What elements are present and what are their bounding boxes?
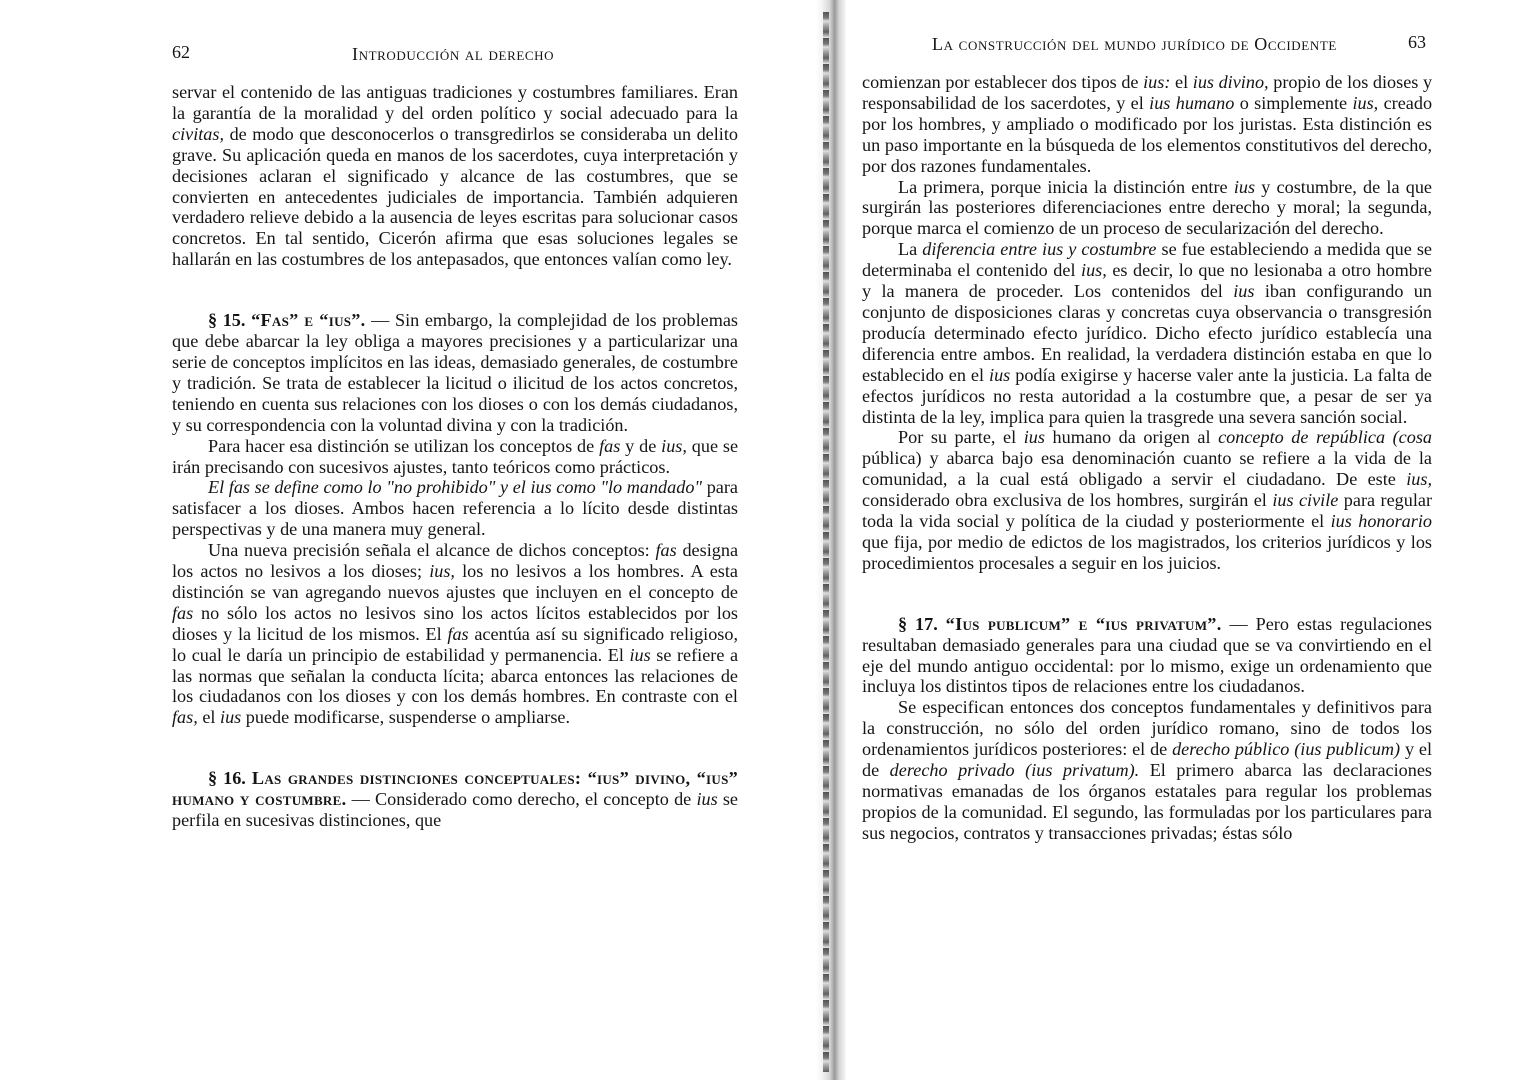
right-page-body	[862, 72, 1432, 844]
page-number: 62	[172, 42, 190, 62]
paragraph: La diferencia entre ius y costumbre se fue estableciendo a medida que se determinaba el contenido del ius, es decir, lo que no lesionaba a otro hombre y la manera de proceder. Los contenidos del ius iban configurando un conjunto de disposiciones claras y concretas cuya observancia o transgresión producía determinado efecto jurídico. Dicho efecto jurídico establecía una diferencia entre ambos. En realidad, la verdadera distinción estaba en que lo establecido en el ius podía exigirse y hacerse valer ante la justicia. La falta de efectos jurídicos no resta autoridad a la costumbre que, a pesar de ser ya distinta de la ley, implica para quien la trasgrede una severa sanción social.	[862, 239, 1433, 427]
section-16: § 16. Las grandes distinciones conceptuales: “ius” divino, “ius” humano y costumbre. — Considerado como derecho, el concepto de ius se perfila en sucesivas distinciones, que	[172, 768, 739, 831]
section-number: § 17.	[898, 613, 938, 634]
section-title: “Fas” e “ius”.	[251, 310, 366, 331]
paragraph: Por su parte, el ius humano da origen al concepto de república (cosa pública) y abarca bajo esa denominación cuanto se refiere a la vida de la comunidad, a la cual está obligado a servir el ciudadano. De este ius, considerado obra exclusiva de los hombres, surgirán el ius civile para regular toda la vida social y política de la ciudad y posteriormente el ius honorario que fija, por medio de edictos de los magistrados, los criterios jurídicos y los procedimientos procesales a seguir en los juicios.	[862, 427, 1433, 573]
paragraph: La primera, porque inicia la distinción entre ius y costumbre, de la que surgirán las posteriores diferenciaciones entre derecho y moral; la segunda, porque marca el comienzo de un proceso de secularización del derecho.	[862, 176, 1433, 239]
running-head: La construcción del mundo jurídico de Occidente	[932, 34, 1337, 54]
left-page-body	[172, 82, 738, 831]
section-title: “Ius publicum” e “ius privatum”.	[945, 613, 1222, 634]
section-15: § 15. “Fas” e “ius”. — Sin embargo, la complejidad de los problemas que debe abarcar la ley obliga a mayores precisiones y a particularizar una serie de conceptos implícitos en las ideas, demasiado generales, de costumbre y tradición. Se trata de establecer la licitud o ilicitud de los actos concretos, teniendo en cuenta sus relaciones con los dioses o con los demás ciudadanos, y su correspondencia con la voluntad divina y con la tradición.	[172, 310, 738, 435]
section-number: § 16.	[208, 768, 246, 789]
paragraph: comienzan por establecer dos tipos de ius: el ius divino, propio de los dioses y responsabilidad de los sacerdotes, y el ius humano o simplemente ius, creado por los hombres, y ampliado o modificado por los juristas. Esta distinción es un paso importante en la búsqueda de los elementos constitutivos del derecho, por dos razones fundamentales.	[862, 72, 1433, 176]
section-17: § 17. “Ius publicum” e “ius privatum”. — Pero estas regulaciones resultaban demasiado generales para una ciudad que se va convirtiendo en el eje del mundo antiguo occidental: por lo mismo, exige un ordenamiento que incluya los distintos tipos de relaciones entre los ciudadanos.	[862, 613, 1433, 697]
page-number: 63	[1408, 32, 1426, 52]
section-number: § 15.	[208, 310, 246, 331]
running-head: Introducción al derecho	[352, 44, 555, 64]
paragraph: El fas se define como lo "no prohibido" y el ius como "lo mandado" para satisfacer a los dioses. Ambos hacen referencia a lo lícito desde distintas perspectivas y de una manera muy general.	[172, 477, 738, 540]
paragraph: Se especifican entonces dos conceptos fundamentales y definitivos para la construcción, no sólo del orden jurídico romano, sino de todos los ordenamientos jurídicos posteriores: el de derecho público (ius publicum) y el de derecho privado (ius privatum). El primero abarca las declaraciones normativas emanadas de los órganos estatales para regular los problemas propios de la comunidad. El segundo, las formuladas por los particulares para sus negocios, contratos y transacciones privadas; éstas sólo	[862, 697, 1432, 843]
paragraph: Una nueva precisión señala el alcance de dichos conceptos: fas designa los actos no lesivos a los dioses; ius, los no lesivos a los hombres. A esta distinción se van agregando nuevos ajustes que incluyen en el concepto de fas no sólo los actos no lesivos sino los actos lícitos establecidos por los dioses y la licitud de los mismos. El fas acentúa así su significado religioso, lo cual le daría un principio de estabilidad y permanencia. El ius se refiere a las normas que señalan la conducta lícita; abarca entonces las relaciones de los ciudadanos con los dioses y con los demás hombres. En contraste con el fas, el ius puede modificarse, suspenderse o ampliarse.	[172, 540, 739, 728]
right-page	[826, 0, 1526, 1080]
section-title: Las grandes distinciones conceptuales: “ius” divino, “ius” humano y costumbre.	[172, 768, 739, 810]
paragraph: servar el contenido de las antiguas tradiciones y costumbres familiares. Eran la garantía de la moralidad y del orden político y social adecuado para la civitas, de modo que desconocerlos o transgredirlos se consideraba un delito grave. Su aplicación queda en manos de los sacerdotes, cuya interpretación y decisiones aclaran el significado y alcance de las costumbres, que se convierten en antecedentes judiciales de importancia. También adquieren verdadero relieve debido a la ausencia de leyes escritas para solucionar casos concretos. En tal sentido, Cicerón afirma que esas soluciones legales se hallarán en las costumbres de los antepasados, que entonces valían como ley.	[172, 82, 739, 270]
paragraph: Para hacer esa distinción se utilizan los conceptos de fas y de ius, que se irán precisando con sucesivos ajustes, tanto teóricos como prácticos.	[172, 435, 739, 477]
